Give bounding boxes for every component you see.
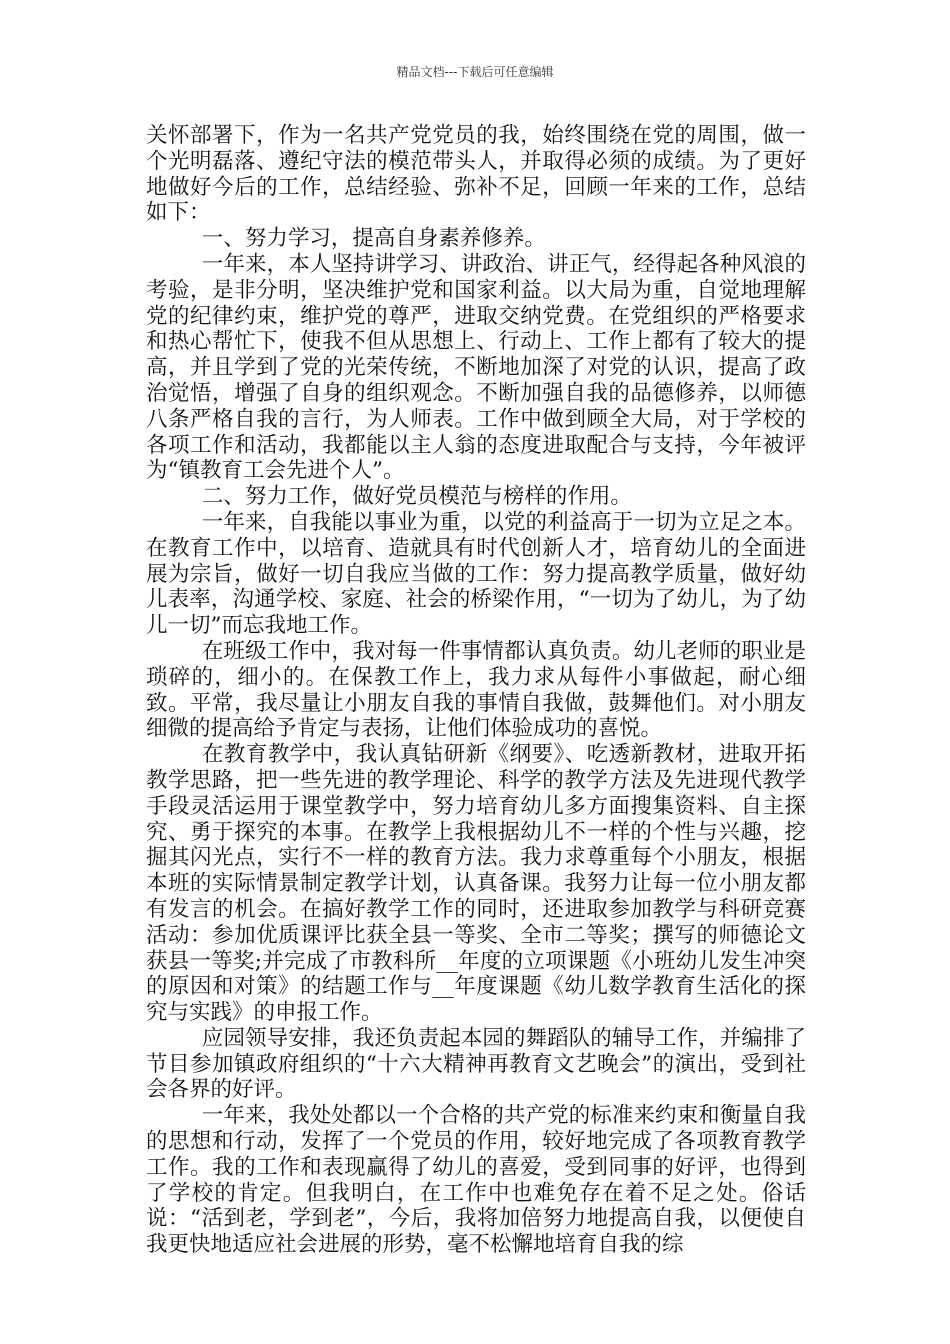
- section-heading-work: 二、努力工作，做好党员模范与榜样的作用。: [201, 484, 632, 510]
- page-header: 精品文档---下载后可任意编辑: [396, 65, 554, 79]
- paragraph-study: 一年来，本人坚持讲学习、讲政治、讲正气，经得起各种风浪的考验，是非分明，坚决维护党和国家利益。以大局为重，自觉地理解党的纪律约束，维护党的尊严，进取交纳党费。在党组织的严格要求和热心帮忙下，使我不但从思想上、行动上、工作上都有了较大的提高，并且学到了党的光荣传统，不断地加深了对党的认识，提高了政治觉悟，增强了自身的组织观念。不断加强自我的品德修养，以师德八条严格自我的言行，为人师表。工作中做到顾全大局，对于学校的各项工作和活动，我都能以主人翁的态度进取配合与支持，今年被评为“镇教育工会先进个人”。: [146, 251, 806, 484]
- paragraph-work: 一年来，自我能以事业为重，以党的利益高于一切为立足之本。在教育工作中，以培育、造就具有时代创新人才，培育幼儿的全面进展为宗旨，做好一切自我应当做的工作：努力提高教学质量，做好幼儿表率，沟通学校、家庭、社会的桥梁作用，“一切为了幼儿，为了幼儿一切”而忘我地工作。: [146, 509, 806, 639]
- paragraph-dance-team: 应园领导安排，我还负责起本园的舞蹈队的辅导工作，并编排了节目参加镇政府组织的“十六大精神再教育文艺晚会”的演出，受到社会各界的好评。: [146, 1025, 806, 1103]
- document-body: [146, 123, 806, 1258]
- section-heading-study: 一、努力学习，提高自身素养修养。: [201, 226, 546, 252]
- paragraph-summary: 一年来，我处处都以一个合格的共产党的标准来约束和衡量自我的思想和行动，发挥了一个党员的作用，较好地完成了各项教育教学工作。我的工作和表现赢得了幼儿的喜爱，受到同事的好评，也得到了学校的肯定。但我明白，在工作中也难免存在着不足之处。俗话说：“活到老，学到老”，今后，我将加倍努力地提高自我，以便使自我更快地适应社会进展的形势，毫不松懈地培育自我的综: [146, 1103, 806, 1258]
- paragraph-teaching: 在教育教学中，我认真钻研新《纲要》、吃透新教材，进取开拓教学思路，把一些先进的教学理论、科学的教学方法及先进现代教学手段灵活运用于课堂教学中，努力培育幼儿多方面搜集资料、自主探究、勇于探究的本事。在教学上我根据幼儿不一样的个性与兴趣，挖掘其闪光点，实行不一样的教育方法。我力求尊重每个小朋友，根据本班的实际情景制定教学计划，认真备课。我努力让每一位小朋友都有发言的机会。在搞好教学工作的同时，还进取参加教学与科研竞赛活动：参加优质课评比获全县一等奖、全市二等奖；撰写的师德论文获县一等奖;并完成了市教科所__年度的立项课题《小班幼儿发生冲突的原因和对策》的结题工作与__年度课题《幼儿数学教育生活化的探究与实践》的申报工作。: [146, 742, 806, 1026]
- paragraph-intro: 关怀部署下，作为一名共产党党员的我，始终围绕在党的周围，做一个光明磊落、遵纪守法的模范带头人，并取得必须的成绩。为了更好地做好今后的工作，总结经验、弥补不足，回顾一年来的工作，总结如下：: [146, 123, 806, 226]
- paragraph-class-work: 在班级工作中，我对每一件事情都认真负责。幼儿老师的职业是琐碎的，细小的。在保教工作上，我力求从每件小事做起，耐心细致。平常，我尽量让小朋友自我的事情自我做，鼓舞他们。对小朋友细微的提高给予肯定与表扬，让他们体验成功的喜悦。: [146, 638, 806, 742]
